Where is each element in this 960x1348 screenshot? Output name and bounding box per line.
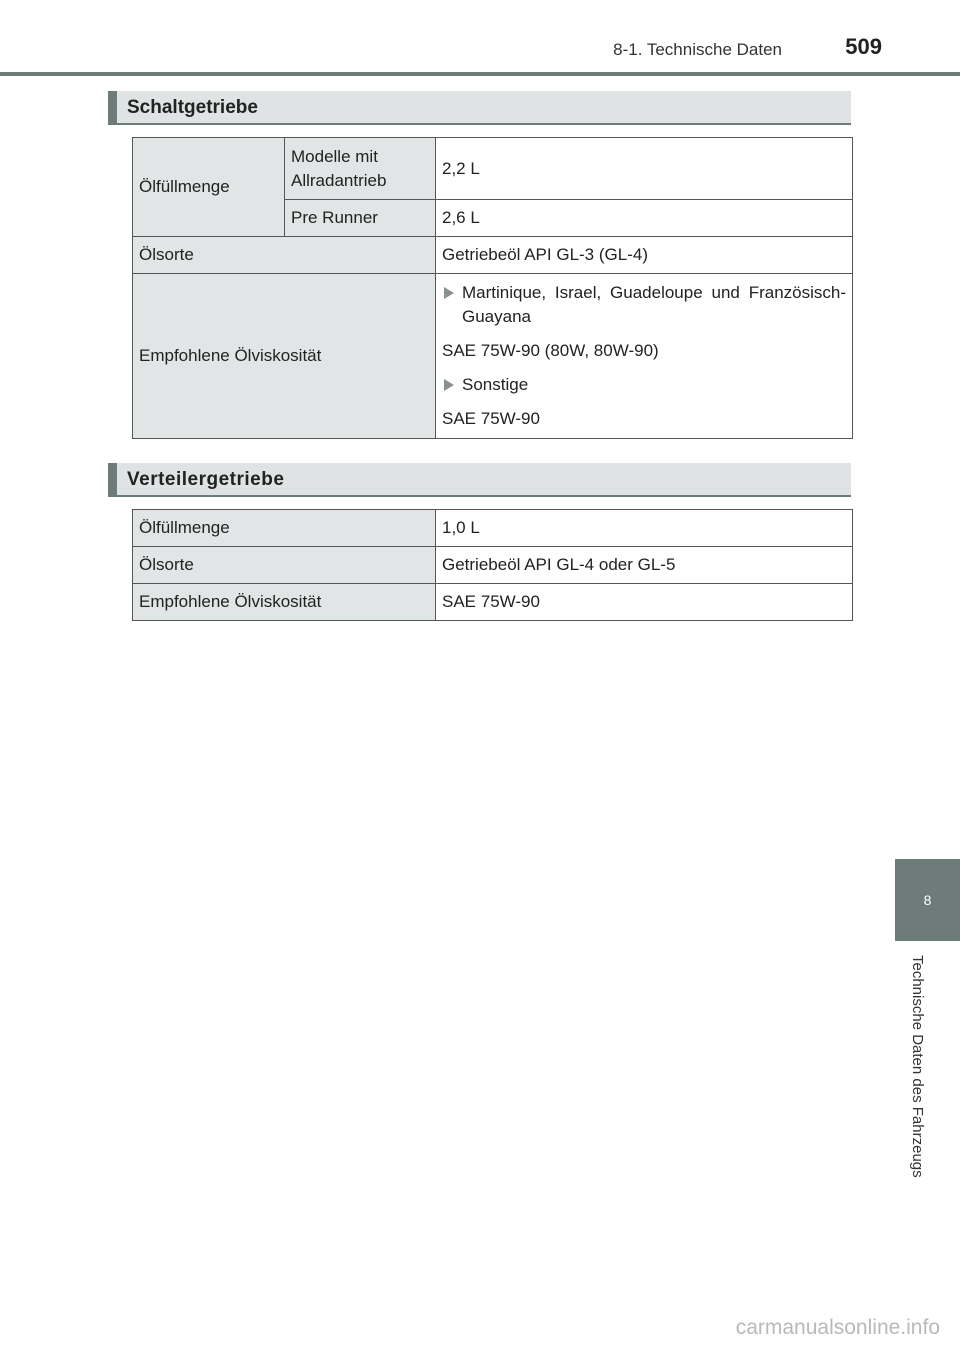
row-value: 1,0 L: [436, 510, 853, 547]
triangle-bullet-icon: [444, 379, 454, 391]
table-row: [133, 510, 853, 547]
row-label: Ölsorte: [133, 547, 436, 584]
row-label: Empfohlene Ölviskosität: [133, 584, 436, 621]
region-text: Sonstige: [462, 375, 529, 394]
model-label: Pre Runner: [285, 200, 436, 237]
viscosity-value: SAE 75W-90 (80W, 80W-90): [442, 341, 659, 360]
table-row: [133, 237, 853, 274]
capacity-value: 2,6 L: [436, 200, 853, 237]
table-row: [133, 547, 853, 584]
triangle-bullet-icon: [444, 287, 454, 299]
header-divider: [0, 72, 960, 76]
table-row: [133, 138, 853, 200]
viscosity-cell: [436, 274, 853, 439]
section-title: Verteilergetriebe: [127, 469, 285, 490]
region-text: Martinique, Israel, Guadeloupe und Französisch-Guayana: [462, 283, 846, 326]
chapter-label: Technische Daten des Fahrzeugs: [909, 955, 926, 1178]
page-number: 509: [845, 34, 882, 59]
viscosity-label: Empfohlene Ölviskosität: [133, 274, 436, 439]
chapter-number: 8: [923, 892, 932, 908]
section-title: Schaltgetriebe: [127, 97, 258, 118]
oil-type-value: Getriebeöl API GL-3 (GL-4): [436, 237, 853, 274]
table-row: [133, 274, 853, 439]
header-title: 8-1. Technische Daten: [613, 40, 782, 59]
capacity-value: 2,2 L: [436, 138, 853, 200]
section-header-schaltgetriebe: [108, 91, 851, 125]
chapter-tab[interactable]: [895, 859, 960, 941]
table-row: [133, 584, 853, 621]
section-header-verteilergetriebe: [108, 463, 851, 497]
model-label: Modelle mit Allradantrieb: [285, 138, 436, 200]
oil-type-label: Ölsorte: [133, 237, 436, 274]
viscosity-value: SAE 75W-90: [442, 409, 540, 428]
spec-table-schaltgetriebe: [132, 137, 853, 439]
spec-table-verteilergetriebe: [132, 509, 853, 621]
row-label: Ölfüllmenge: [133, 510, 436, 547]
list-item: [442, 281, 846, 329]
row-value: Getriebeöl API GL-4 oder GL-5: [436, 547, 853, 584]
row-value: SAE 75W-90: [436, 584, 853, 621]
list-item: [442, 373, 846, 397]
oil-capacity-label: Ölfüllmenge: [133, 138, 285, 237]
watermark: carmanualsonline.info: [735, 1316, 940, 1339]
